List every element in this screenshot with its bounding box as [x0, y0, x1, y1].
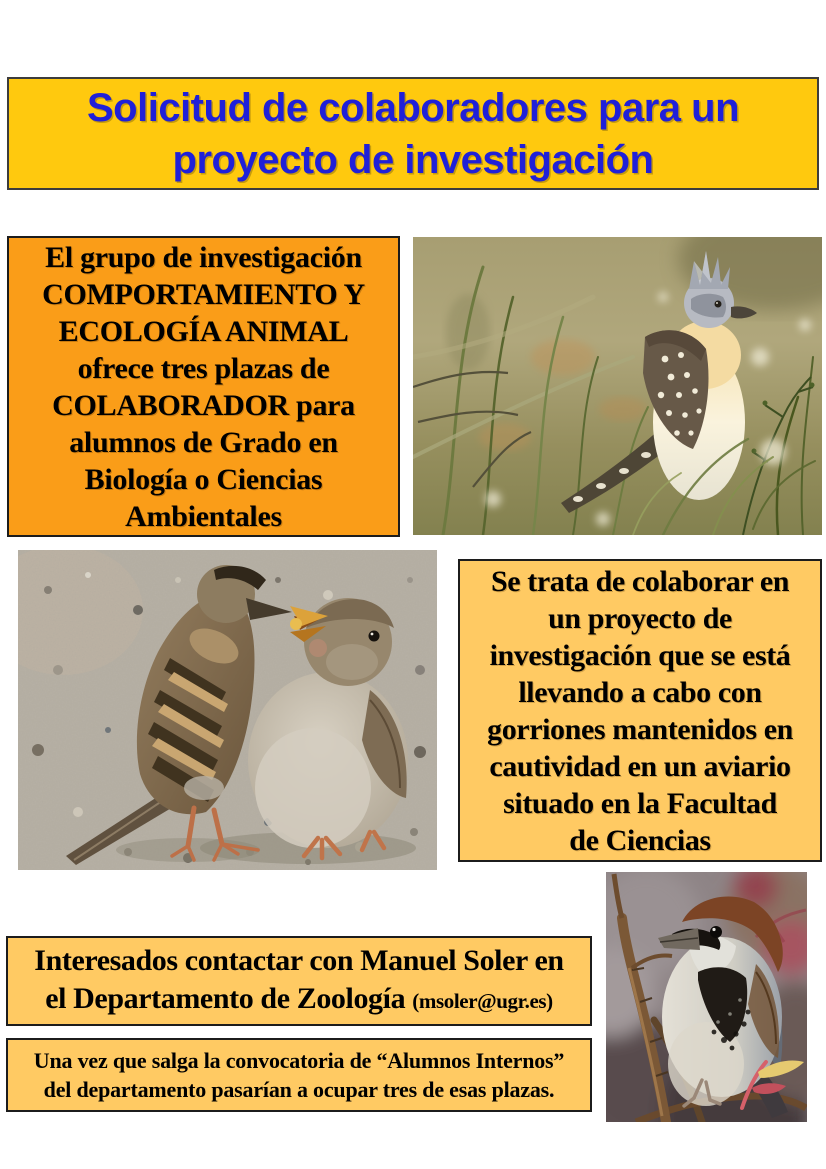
contact-email: (msoler@ugr.es): [412, 989, 553, 1013]
photo-sparrow-feeding-fledgling: [18, 550, 437, 870]
contact-box: [6, 936, 592, 1026]
contact-line-1: Interesados contactar con Manuel Soler en: [34, 944, 564, 977]
project-line: Se trata de colaborar en: [490, 564, 790, 598]
intro-line: ECOLOGÍA ANIMAL: [58, 314, 349, 348]
intro-line: Ambientales: [125, 499, 282, 533]
title-box: [7, 77, 819, 190]
contact-department: el Departamento de Zoología: [45, 982, 406, 1015]
intro-line: COMPORTAMIENTO Y: [42, 277, 365, 311]
intro-line: Biología o Ciencias: [84, 462, 323, 496]
intro-box: [7, 236, 400, 537]
note-line-2: del departamento pasarían a ocupar tres de esas plazas.: [43, 1077, 555, 1102]
project-line: investigación que se está: [489, 638, 791, 672]
project-line: de Ciencias: [569, 823, 711, 857]
project-line: llevando a cabo con: [518, 675, 762, 709]
project-line: un proyecto de: [548, 601, 732, 635]
photo-great-spotted-cuckoo: [413, 237, 822, 535]
intro-line: COLABORADOR para: [52, 388, 355, 422]
poster-title-line-2: proyecto de investigación: [172, 137, 654, 182]
intro-line: ofrece tres plazas de: [77, 351, 330, 385]
note-line-1: Una vez que salga la convocatoria de “Alumnos Internos”: [33, 1048, 565, 1073]
project-line: gorriones mantenidos en: [487, 712, 793, 746]
project-line: situado en la Facultad: [503, 786, 777, 820]
poster-title-line-1: Solicitud de colaboradores para un: [86, 85, 740, 130]
project-line: cautividad en un aviario: [489, 749, 791, 783]
photo-male-house-sparrow: [606, 872, 807, 1122]
intro-line: El grupo de investigación: [45, 240, 362, 274]
intro-line: alumnos de Grado en: [69, 425, 338, 459]
project-box: [458, 559, 822, 862]
contact-line-2: [45, 980, 553, 1020]
note-box: [6, 1038, 592, 1112]
